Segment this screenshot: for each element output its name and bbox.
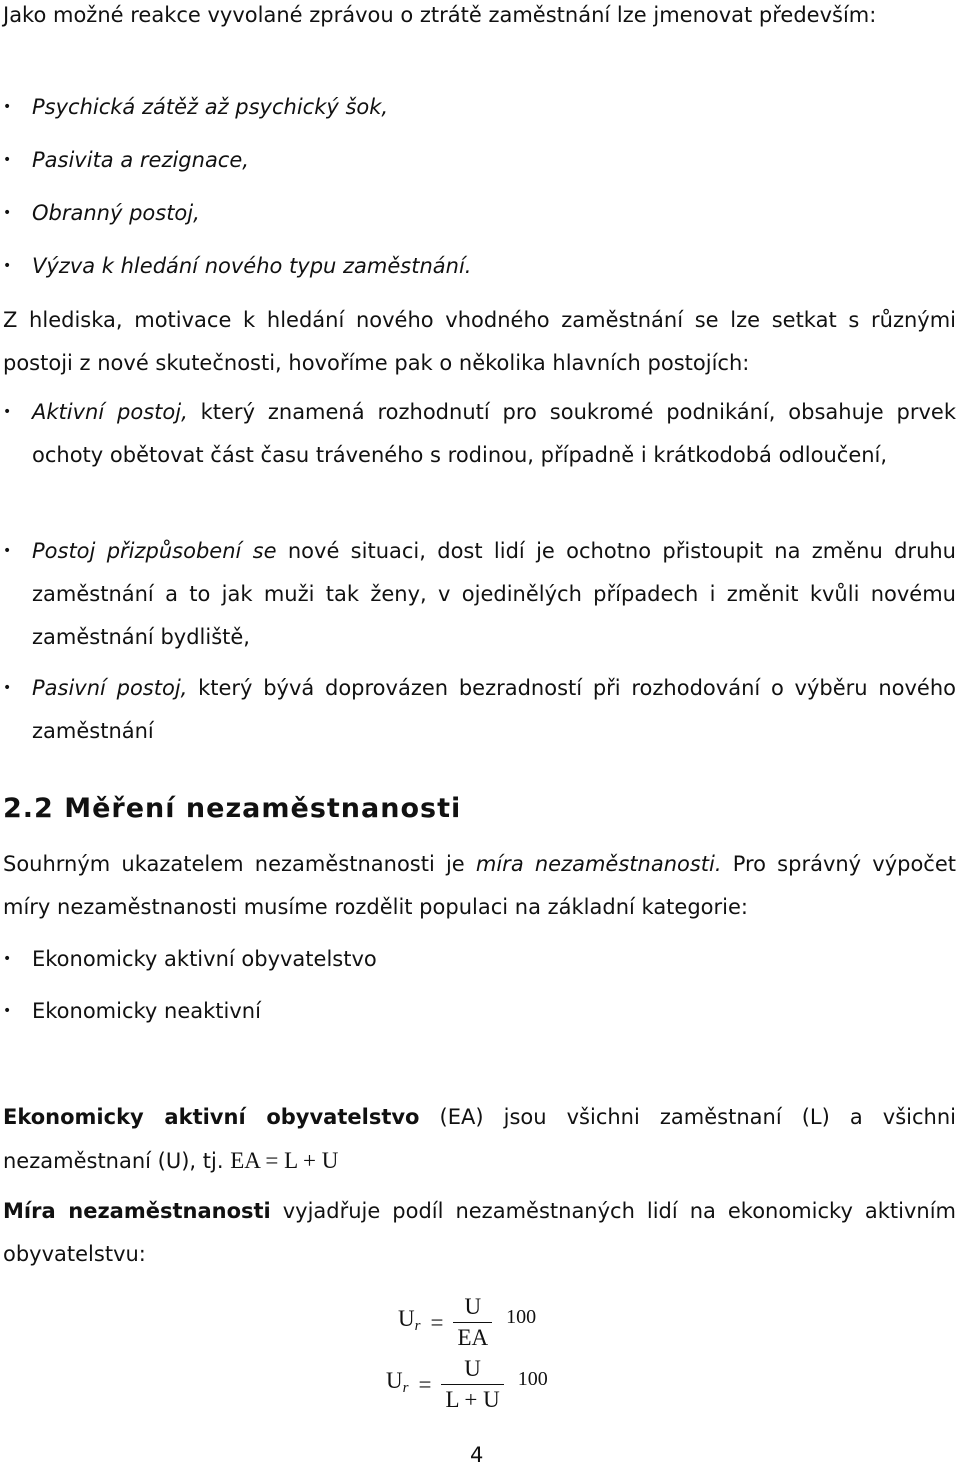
rate-term: Míra nezaměstnanosti xyxy=(3,1199,271,1223)
unemployment-rate-formula-1 xyxy=(398,1292,536,1353)
bullet-icon: • xyxy=(3,152,12,168)
measure-text-start: Souhrným ukazatelem nezaměstnanosti je xyxy=(3,852,476,876)
list-item xyxy=(3,938,956,981)
list-item xyxy=(3,139,956,182)
fraction-numerator: U xyxy=(464,1356,481,1381)
list-item xyxy=(3,667,956,753)
formula-equals: = xyxy=(418,1371,432,1397)
list-item xyxy=(3,192,956,235)
unemployment-rate-formula-2 xyxy=(386,1354,548,1415)
list-item xyxy=(3,990,956,1033)
list-item xyxy=(3,530,956,659)
intro-paragraph: Jako možné reakce vyvolané zprávou o ztrátě zaměstnání lze jmenovat především: xyxy=(3,3,877,27)
attitude-description: nové situaci, dost lidí je ochotno přistoupit na změnu druhu zaměstnání a to jak muži tak ženy, v ojedinělých případech i změnit kvůli novému zaměstnání bydliště, xyxy=(32,539,956,649)
list-item-text: Ekonomicky neaktivní xyxy=(32,999,261,1023)
list-item-text: Obranný postoj, xyxy=(32,201,200,225)
motivation-paragraph: Z hlediska, motivace k hledání nového vhodného zaměstnání se lze setkat s různými postoji z nové skutečnosti, hovoříme pak o několika hlavních postojích: xyxy=(3,308,956,375)
attitude-term: Aktivní postoj, xyxy=(32,400,188,424)
bullet-icon: • xyxy=(3,258,12,274)
formula-lhs-subscript: r xyxy=(402,1380,409,1396)
ea-term: Ekonomicky aktivní obyvatelstvo xyxy=(3,1105,420,1129)
attitude-description: který znamená rozhodnutí pro soukromé podnikání, obsahuje prvek ochoty obětovat část času tráveného s rodinou, případně i krátkodobá odloučení, xyxy=(32,400,956,467)
formula-lhs-subscript: r xyxy=(414,1318,421,1334)
formula-factor: 100 xyxy=(506,1305,537,1328)
bullet-icon: • xyxy=(3,404,12,420)
list-item-text: Pasivita a rezignace, xyxy=(32,148,249,172)
formula-factor: 100 xyxy=(517,1367,548,1390)
measure-paragraph xyxy=(3,843,956,929)
page-number: 4 xyxy=(470,1443,484,1467)
ea-formula: EA = L + U xyxy=(230,1148,339,1173)
formula-fraction xyxy=(441,1354,503,1415)
section-heading: 2.2 Měření nezaměstnanosti xyxy=(3,793,462,824)
attitude-term: Postoj přizpůsobení se xyxy=(32,539,277,563)
rate-definition-text: vyjadřuje podíl nezaměstnaných lidí na ekonomicky aktivním obyvatelstvu: xyxy=(3,1199,956,1266)
bullet-icon: • xyxy=(3,205,12,221)
fraction-numerator: U xyxy=(464,1294,482,1319)
attitude-term: Pasivní postoj, xyxy=(32,676,188,700)
list-item-text xyxy=(32,530,956,659)
list-item-text xyxy=(32,391,956,477)
list-item-text: Výzva k hledání nového typu zaměstnání. xyxy=(32,254,472,278)
formula-lhs-symbol: U xyxy=(398,1306,415,1331)
bullet-icon: • xyxy=(3,680,12,696)
ea-definition-text: (EA) jsou všichni zaměstnaní (L) a všichni nezaměstnaní (U), tj. xyxy=(3,1105,956,1173)
fraction-denominator: EA xyxy=(453,1322,492,1353)
bullet-icon: • xyxy=(3,1003,12,1019)
ea-definition-paragraph xyxy=(3,1096,956,1183)
bullet-icon: • xyxy=(3,99,12,115)
bullet-icon: • xyxy=(3,951,12,967)
fraction-denominator: L + U xyxy=(441,1384,503,1415)
list-item-text: Psychická zátěž až psychický šok, xyxy=(32,95,389,119)
attitude-description: který bývá doprovázen bezradností při rozhodování o výběru nového zaměstnání xyxy=(32,676,956,743)
formula-fraction xyxy=(453,1292,492,1353)
formula-lhs-symbol: U xyxy=(386,1368,403,1393)
rate-definition-paragraph xyxy=(3,1190,956,1276)
formula-lhs xyxy=(386,1366,408,1403)
list-item-text xyxy=(32,667,956,753)
formula-equals: = xyxy=(430,1309,444,1335)
measure-term: míra nezaměstnanosti. xyxy=(475,852,722,876)
measure-text-end: Pro správný výpočet míry nezaměstnanosti musíme rozdělit populaci na základní kategorie: xyxy=(3,852,957,919)
bullet-icon: • xyxy=(3,543,12,559)
list-item xyxy=(3,245,956,288)
list-item xyxy=(3,86,956,129)
list-item xyxy=(3,391,956,477)
list-item-text: Ekonomicky aktivní obyvatelstvo xyxy=(32,947,377,971)
formula-lhs xyxy=(398,1304,420,1341)
